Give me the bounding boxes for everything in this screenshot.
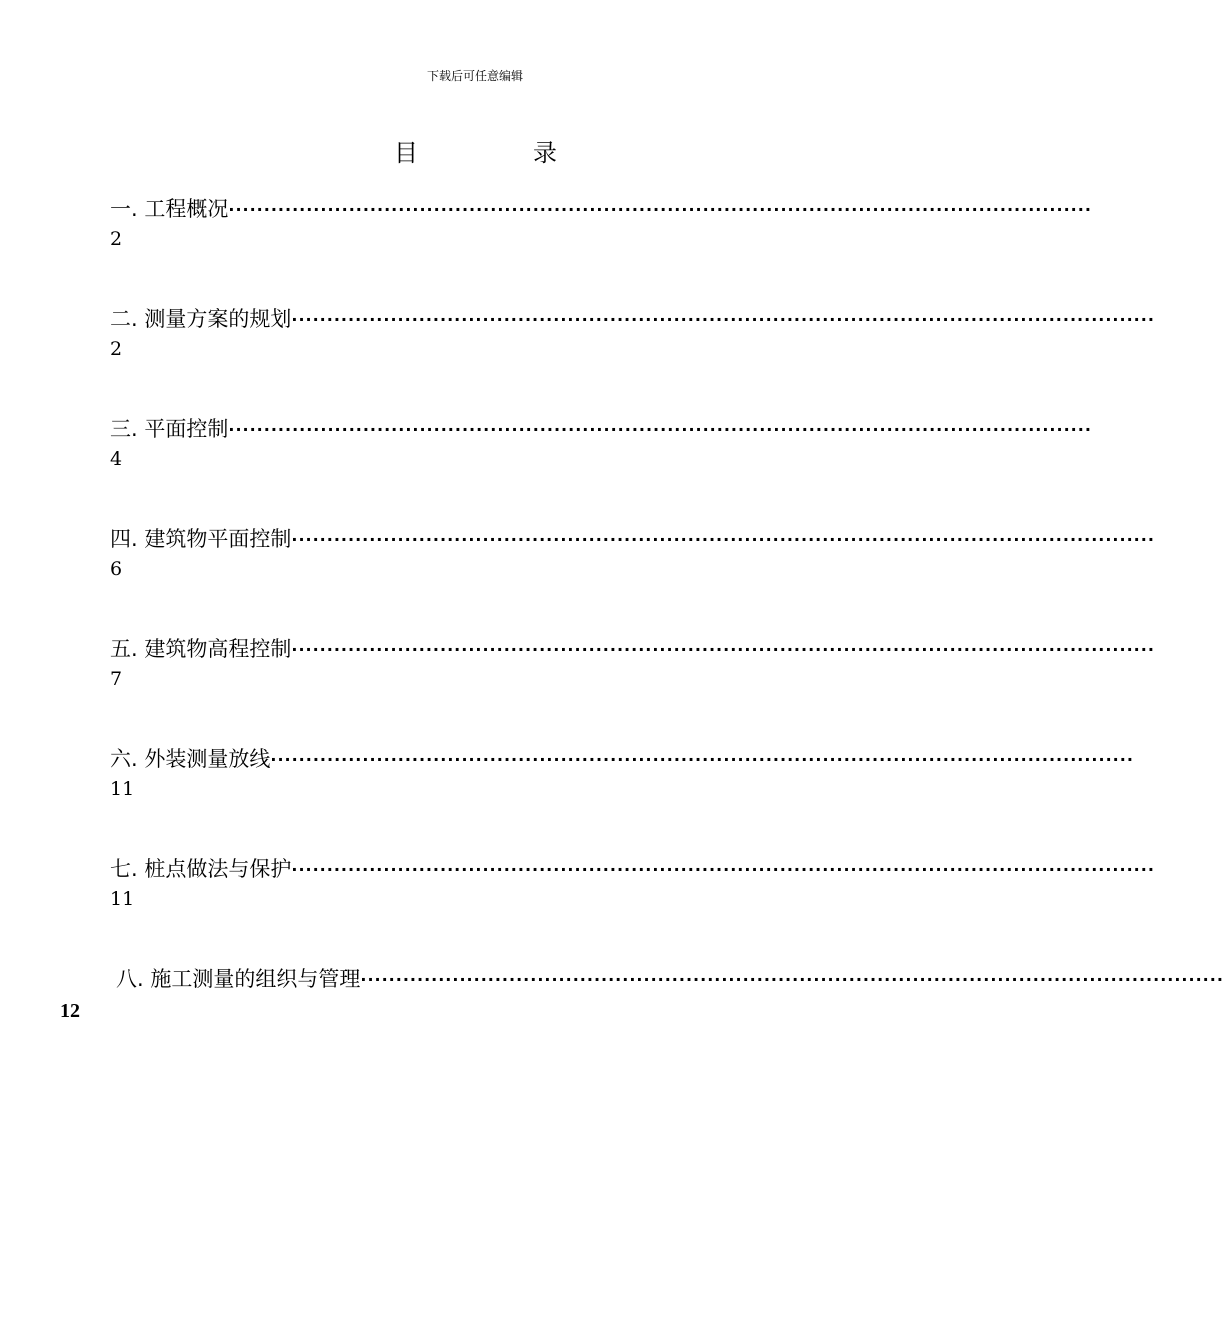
toc-entry[interactable]	[110, 413, 1092, 470]
toc-heading-char-2: 录	[533, 139, 557, 167]
toc-entry-title: 五. 建筑物高程控制	[110, 637, 292, 661]
dot-leader: ··························································································································	[291, 310, 1155, 329]
toc-entry[interactable]	[110, 853, 1155, 910]
dot-leader: ··························································································································	[270, 750, 1134, 769]
toc-entry-page: 7	[110, 668, 123, 690]
toc-entry-page: 11	[110, 888, 135, 910]
dot-leader: ··························································································································	[291, 860, 1155, 879]
toc-entry[interactable]	[110, 633, 1155, 690]
toc-entry[interactable]	[116, 963, 1224, 993]
toc-entry-title: 七. 桩点做法与保护	[110, 857, 292, 881]
toc-entry-title: 一. 工程概况	[110, 197, 229, 221]
toc-entry-title: 四. 建筑物平面控制	[110, 527, 292, 551]
page-header-note: 下载后可任意编辑	[426, 69, 523, 83]
toc-entry-page: 2	[110, 228, 123, 250]
toc-entry-title: 六. 外装测量放线	[110, 747, 271, 771]
toc-entry-page: 6	[110, 558, 123, 580]
dot-leader: ··························································································································	[360, 970, 1224, 989]
toc-entry-title: 八. 施工测量的组织与管理	[116, 967, 361, 991]
toc-entry-page: 12	[60, 1000, 80, 1022]
toc-entry-page: 4	[110, 448, 123, 470]
toc-entry[interactable]	[110, 743, 1134, 800]
toc-entry[interactable]	[110, 523, 1155, 580]
toc-entry[interactable]	[110, 193, 1092, 250]
toc-heading-char-1: 目	[394, 139, 418, 167]
toc-heading	[0, 133, 950, 167]
toc-entry-page: 11	[110, 778, 135, 800]
toc-entry[interactable]	[110, 303, 1155, 360]
dot-leader: ··························································································································	[291, 530, 1155, 549]
toc-entry-title: 二. 测量方案的规划	[110, 307, 292, 331]
toc-entry-title: 三. 平面控制	[110, 417, 229, 441]
toc-entry-page: 2	[110, 338, 123, 360]
dot-leader: ··························································································································	[291, 640, 1155, 659]
dot-leader: ··························································································································	[228, 200, 1092, 219]
dot-leader: ··························································································································	[228, 420, 1092, 439]
